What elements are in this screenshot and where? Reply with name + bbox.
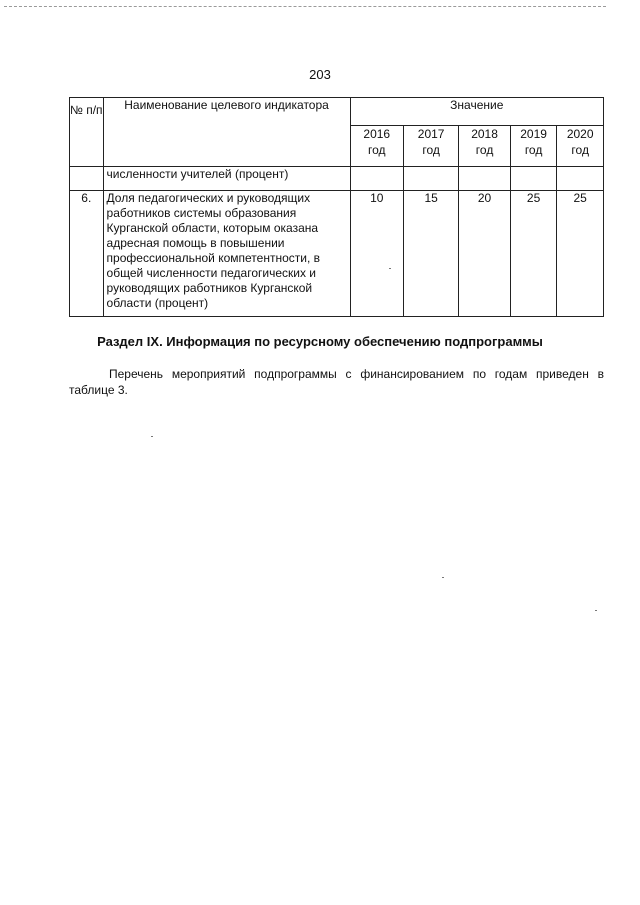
scan-speck	[442, 577, 444, 578]
body-paragraph: Перечень мероприятий подпрограммы с финансированием по годам приведен в таблице 3.	[69, 367, 604, 397]
row-value-cell	[350, 167, 403, 191]
indicator-table	[69, 97, 604, 317]
scan-speck	[595, 610, 597, 611]
header-year-unit: год	[475, 143, 494, 157]
row-value-cell	[403, 167, 458, 191]
header-year	[403, 126, 458, 167]
header-value: Значение	[350, 98, 603, 126]
header-year-unit: год	[367, 143, 386, 157]
header-year-number: 2019	[520, 127, 547, 141]
row-value-cell: 15	[403, 191, 458, 317]
row-num-cell	[70, 167, 104, 191]
page-number: 203	[309, 67, 331, 82]
row-value-cell	[510, 167, 557, 191]
header-year	[510, 126, 557, 167]
table-row	[70, 191, 604, 317]
header-year	[459, 126, 510, 167]
row-value-cell: 25	[557, 191, 604, 317]
row-value-cell: 20	[459, 191, 510, 317]
row-indicator-name: численности учителей (процент)	[103, 167, 350, 191]
header-year-unit: год	[524, 143, 543, 157]
header-year-number: 2016	[363, 127, 391, 141]
header-year	[557, 126, 604, 167]
header-year	[350, 126, 403, 167]
scan-speck	[151, 436, 153, 437]
header-year-number: 2017	[417, 127, 445, 141]
table-header-row	[70, 98, 604, 126]
row-value-cell	[557, 167, 604, 191]
header-year-number: 2020	[566, 127, 594, 141]
header-year-unit: год	[571, 143, 589, 157]
scan-speck	[389, 268, 391, 269]
row-value-cell: 10	[350, 191, 403, 317]
row-value-cell	[459, 167, 510, 191]
page-top-border	[4, 6, 606, 7]
header-year-unit: год	[422, 143, 440, 157]
row-indicator-name: Доля педагогических и руководящих работников системы образования Курганской области, которым оказана адресная помощь в повышении профессиональной компетентности, в общей численности педагогических и руководящих работников Курганской области (процент)	[103, 191, 350, 317]
header-year-number: 2018	[471, 127, 498, 141]
header-num: № п/п	[70, 98, 104, 167]
header-indicator-name: Наименование целевого индикатора	[103, 98, 350, 167]
row-value-cell: 25	[510, 191, 557, 317]
table-row	[70, 167, 604, 191]
row-num-cell: 6.	[70, 191, 104, 317]
section-heading: Раздел IX. Информация по ресурсному обеспечению подпрограммы	[97, 334, 543, 349]
